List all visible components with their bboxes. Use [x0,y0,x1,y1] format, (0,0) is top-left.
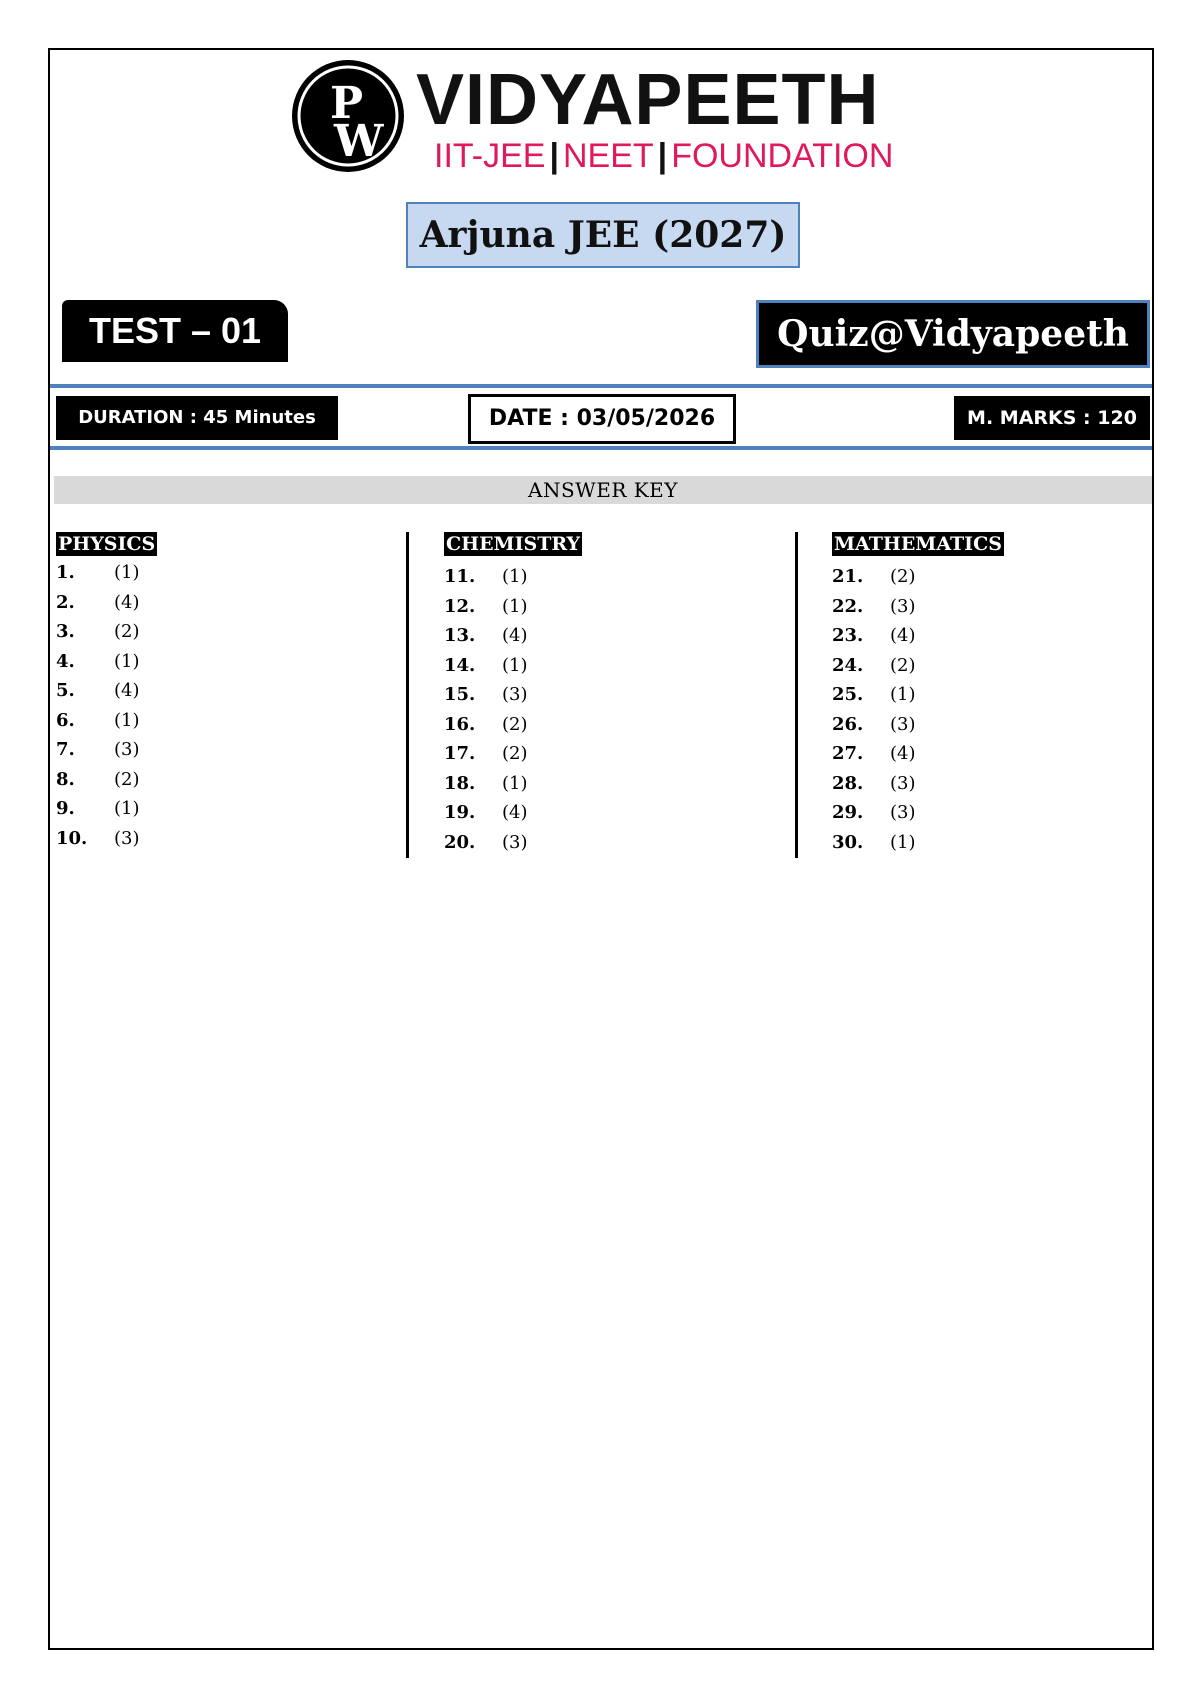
subject-title-physics: PHYSICS [58,533,156,555]
question-number: 12. [444,595,476,617]
answer-option: (1) [502,595,528,617]
quiz-label: Quiz@Vidyapeeth [756,300,1150,368]
subject-title-mathematics: MATHEMATICS [834,533,1002,555]
brand-name: VIDYAPEETH [416,60,880,140]
subject-title-chemistry: CHEMISTRY [446,533,581,555]
answer-list [56,558,157,853]
answer-option: (3) [890,802,916,823]
answer-option: (2) [114,621,140,642]
answer-list [444,562,582,857]
duration-badge: DURATION : 45 Minutes [56,396,338,440]
answer-row [444,798,582,828]
answer-option: (4) [890,625,916,646]
question-number: 9. [56,798,75,819]
answer-row [832,739,1004,769]
answer-row [56,647,157,677]
answer-row [444,769,582,799]
answer-option: (4) [114,591,140,613]
chemistry-column [444,532,582,857]
question-number: 28. [832,772,864,794]
tagline-separator: | [549,137,559,175]
answer-option: (1) [114,709,140,731]
question-number: 10. [56,827,88,849]
divider-rule [50,384,1152,388]
answer-row [832,680,1004,710]
question-number: 24. [832,654,864,676]
test-label: TEST – 01 [62,300,288,362]
answer-option: (2) [114,768,140,790]
answer-row [56,735,157,765]
question-number: 22. [832,595,864,617]
question-number: 17. [444,743,476,764]
question-number: 26. [832,713,864,735]
question-number: 25. [832,684,864,705]
svg-text:W: W [334,116,384,167]
question-number: 27. [832,743,864,764]
answer-row [832,710,1004,740]
answer-row [56,676,157,706]
answer-option: (2) [890,654,916,676]
answer-list [832,562,1004,857]
answer-row [444,828,582,858]
answer-row [444,680,582,710]
answer-option: (4) [502,625,528,646]
question-number: 11. [444,566,476,587]
answer-row [56,765,157,795]
question-number: 16. [444,713,476,735]
question-number: 19. [444,802,476,823]
answer-row [444,592,582,622]
answer-option: (2) [502,743,528,764]
question-number: 13. [444,625,476,646]
answer-row [56,588,157,618]
answer-option: (4) [890,743,916,764]
answer-option: (1) [114,650,140,672]
answer-option: (4) [114,680,140,701]
answer-option: (1) [890,684,916,705]
answer-option: (2) [502,713,528,735]
answer-row [832,828,1004,858]
question-number: 3. [56,621,75,642]
answer-row [444,651,582,681]
answer-option: (1) [502,654,528,676]
answer-option: (1) [114,798,140,819]
answer-option: (3) [890,772,916,794]
pw-logo-icon [290,58,406,174]
question-number: 29. [832,802,864,823]
question-number: 1. [56,562,75,583]
tagline-separator: | [657,137,668,175]
question-number: 7. [56,739,75,760]
question-number: 5. [56,680,75,701]
answer-option: (3) [114,739,140,760]
answer-option: (1) [502,772,528,794]
answer-row [56,824,157,854]
question-number: 21. [832,566,864,587]
tagline-neet: NEET [562,137,654,175]
question-number: 18. [444,772,476,794]
answer-option: (3) [502,831,528,853]
mathematics-column [832,532,1004,857]
column-divider [795,532,798,858]
tagline-foundation: FOUNDATION [671,137,894,175]
answer-option: (3) [114,827,140,849]
answer-row [832,651,1004,681]
question-number: 14. [444,654,476,676]
answer-row [832,798,1004,828]
answer-key-header: ANSWER KEY [54,476,1152,504]
question-number: 20. [444,831,476,853]
physics-column [56,532,157,853]
answer-option: (3) [502,684,528,705]
column-divider [406,532,409,858]
question-number: 30. [832,831,864,853]
answer-row [444,621,582,651]
answer-row [444,710,582,740]
answer-row [444,739,582,769]
svg-text:P: P [330,78,364,129]
answer-row [56,558,157,588]
answer-row [56,794,157,824]
answer-row [832,769,1004,799]
question-number: 4. [56,650,75,672]
question-number: 8. [56,768,75,790]
answer-row [56,706,157,736]
max-marks-badge: M. MARKS : 120 [954,396,1150,440]
brand-logo [290,58,930,178]
answer-row [832,562,1004,592]
answer-option: (3) [890,595,916,617]
question-number: 15. [444,684,476,705]
question-number: 2. [56,591,75,613]
brand-tagline [434,136,893,176]
answer-row [444,562,582,592]
answer-option: (3) [890,713,916,735]
course-title: Arjuna JEE (2027) [406,202,800,268]
answer-row [56,617,157,647]
date-box: DATE : 03/05/2026 [468,394,736,444]
tagline-iit-jee: IIT-JEE [434,137,546,175]
answer-option: (1) [114,562,140,583]
answer-option: (1) [890,831,916,853]
question-number: 23. [832,625,864,646]
divider-rule [50,446,1152,450]
question-number: 6. [56,709,75,731]
answer-row [832,621,1004,651]
answer-option: (4) [502,802,528,823]
answer-option: (2) [890,566,916,587]
answer-row [832,592,1004,622]
answer-option: (1) [502,566,528,587]
